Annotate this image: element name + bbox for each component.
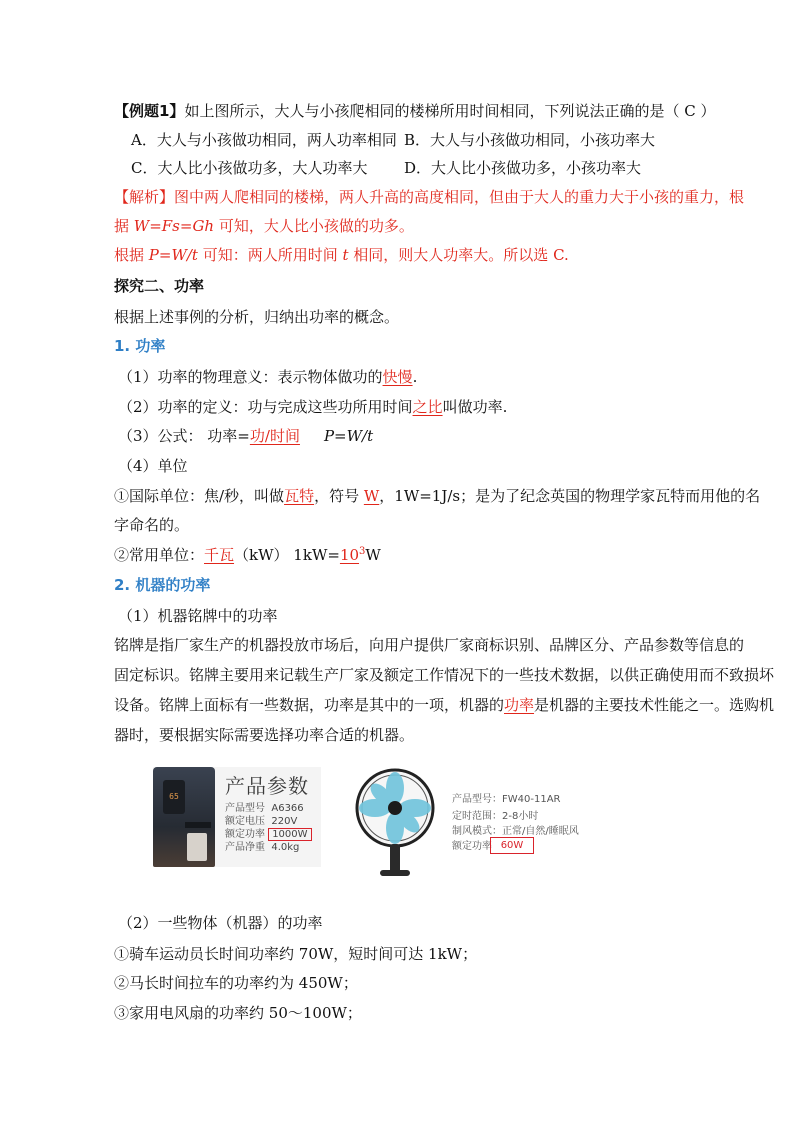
section-intro: 根据上述事例的分析，归纳出功率的概念。 xyxy=(114,308,400,326)
fan-model: 产品型号：FW40-11AR xyxy=(452,794,561,805)
formula-work: W=Fs=Gh xyxy=(133,217,215,235)
analysis-text-3b: 可知：两人所用时间 xyxy=(197,246,343,264)
analysis-text-3a: 根据 xyxy=(114,246,149,264)
formula-power: P=W/t xyxy=(148,246,198,264)
var-t: t xyxy=(342,246,349,264)
para-line-1: 铭牌是指厂家生产的机器投放市场后，向用户提供厂家商标识别、品牌区分、产品参数等信息的 xyxy=(114,636,745,654)
si-unit-text-3: ，1W=1J/s；是为了纪念英国的物理学家瓦特而用他的名 xyxy=(379,487,761,505)
spec-row-power xyxy=(225,829,312,841)
analysis-text-2b: 可知，大人比小孩做的功多。 xyxy=(214,217,414,235)
para-3-text: 设备。铭牌上面标有一些数据，功率是其中的一项，机器的 xyxy=(114,696,505,714)
option-a: A．大人与小孩做功相同，两人功率相同 xyxy=(131,131,397,149)
spec-label: 产品净重 xyxy=(225,842,265,853)
spec-row-voltage xyxy=(225,816,297,828)
section-title: 探究二、功率 xyxy=(114,277,205,295)
point-2-text: （2）功率的定义：功与完成这些功所用时间 xyxy=(118,398,413,416)
analysis-text-2a: 据 xyxy=(114,217,134,235)
spec-label: 产品型号 xyxy=(225,803,265,814)
heading-machine-power: 2. 机器的功率 xyxy=(114,576,211,594)
answer-kilowatt: 千瓦 xyxy=(204,546,235,564)
common-unit-w: W xyxy=(365,546,381,564)
analysis-line-1 xyxy=(114,186,744,208)
answer-w: W xyxy=(363,487,380,505)
point-examples: （2）一些物体（机器）的功率 xyxy=(118,914,323,932)
example-cyclist: ①骑车运动员长时间功率约 70W，短时间可达 1kW； xyxy=(114,945,478,963)
fan-mode: 制风模式：正常/自然/睡眠风 xyxy=(452,826,579,837)
point-nameplate: （1）机器铭牌中的功率 xyxy=(118,607,278,625)
option-c: C．大人比小孩做功多，大人功率大 xyxy=(131,159,368,177)
para-line-2: 固定标识。铭牌主要用来记载生产厂家及额定工作情况下的一些技术数据，以供正确使用而不致损坏 xyxy=(114,666,775,684)
answer-watt: 瓦特 xyxy=(284,487,315,505)
spec-value: A6366 xyxy=(271,803,304,814)
example-tag: 【例题1】 xyxy=(114,102,185,120)
si-unit-text: ①国际单位：焦/秒，叫做 xyxy=(114,487,285,505)
example-fan: ③家用电风扇的功率约 50～100W； xyxy=(114,1004,362,1022)
point-3 xyxy=(118,425,373,447)
option-d: D．大人比小孩做功多，小孩功率大 xyxy=(404,159,642,177)
example-stem xyxy=(114,100,715,122)
point-1-end: . xyxy=(412,368,418,386)
analysis-line-2 xyxy=(114,215,414,237)
spec-row-weight xyxy=(225,842,299,854)
spec-value: 220V xyxy=(271,816,298,827)
point-4: （4）单位 xyxy=(118,457,188,475)
dispenser-spec-card xyxy=(153,767,321,867)
example-horse: ②马长时间拉车的功率约为 450W； xyxy=(114,974,358,992)
spec-row-model xyxy=(225,803,304,815)
answer-formula-words: 功/时间 xyxy=(249,427,300,445)
analysis-text-1: 图中两人爬相同的楼梯，两人升高的高度相同，但由于大人的重力大于小孩的重力，根 xyxy=(174,188,745,206)
para-line-4: 器时，要根据实际需要选择功率合适的机器。 xyxy=(114,726,415,744)
exponent: 3 xyxy=(359,546,366,557)
spec-label: 额定电压 xyxy=(225,816,265,827)
dispenser-screen: 65 xyxy=(163,780,185,814)
spec-label: 额定功率 xyxy=(225,829,265,840)
analysis-line-3 xyxy=(114,244,569,266)
answer-gonglv: 功率 xyxy=(504,696,535,714)
formula-p: P=W/t xyxy=(323,427,374,445)
si-unit-text-2: ，符号 xyxy=(314,487,364,505)
analysis-text-3c: 相同，则大人功率大。所以选 C. xyxy=(348,246,569,264)
dispenser-spout xyxy=(185,822,211,828)
answer-kuaiman: 快慢 xyxy=(382,368,413,386)
fan-power-label: 额定功率 xyxy=(452,841,492,852)
point-1-text: （1）功率的物理意义：表示物体做功的 xyxy=(118,368,383,386)
option-b: B．大人与小孩做功相同，小孩功率大 xyxy=(404,131,656,149)
para-line-3 xyxy=(114,694,774,716)
si-unit-line xyxy=(114,485,760,507)
example-stem-text: 如上图所示，大人与小孩爬相同的楼梯所用时间相同，下列说法正确的是（ C ） xyxy=(184,102,716,120)
cup-icon xyxy=(187,833,207,861)
electric-fan-image xyxy=(350,768,440,878)
fan-power-value: 60W xyxy=(490,837,534,854)
analysis-tag: 【解析】 xyxy=(114,188,175,206)
common-unit-text: ②常用单位： xyxy=(114,546,205,564)
water-dispenser-image xyxy=(153,767,215,867)
spec-title: 产品参数 xyxy=(225,774,309,798)
heading-power: 1. 功率 xyxy=(114,337,166,355)
answer-zhibi: 之比 xyxy=(412,398,443,416)
common-unit-text-2: （kW） 1kW= xyxy=(234,546,340,564)
point-2 xyxy=(118,396,507,418)
answer-ten: 10 xyxy=(339,546,360,564)
para-3-text-2: 是机器的主要技术性能之一。选购机 xyxy=(534,696,775,714)
si-unit-line-2: 字命名的。 xyxy=(114,516,190,534)
common-unit-line xyxy=(114,544,381,566)
point-2-end: 叫做功率. xyxy=(442,398,508,416)
fan-timer: 定时范围：2-8小时 xyxy=(452,811,539,822)
point-3-text: （3）公式： 功率= xyxy=(118,427,250,445)
spec-value-highlighted: 1000W xyxy=(268,828,311,841)
spec-value: 4.0kg xyxy=(271,842,300,853)
point-1 xyxy=(118,366,417,388)
